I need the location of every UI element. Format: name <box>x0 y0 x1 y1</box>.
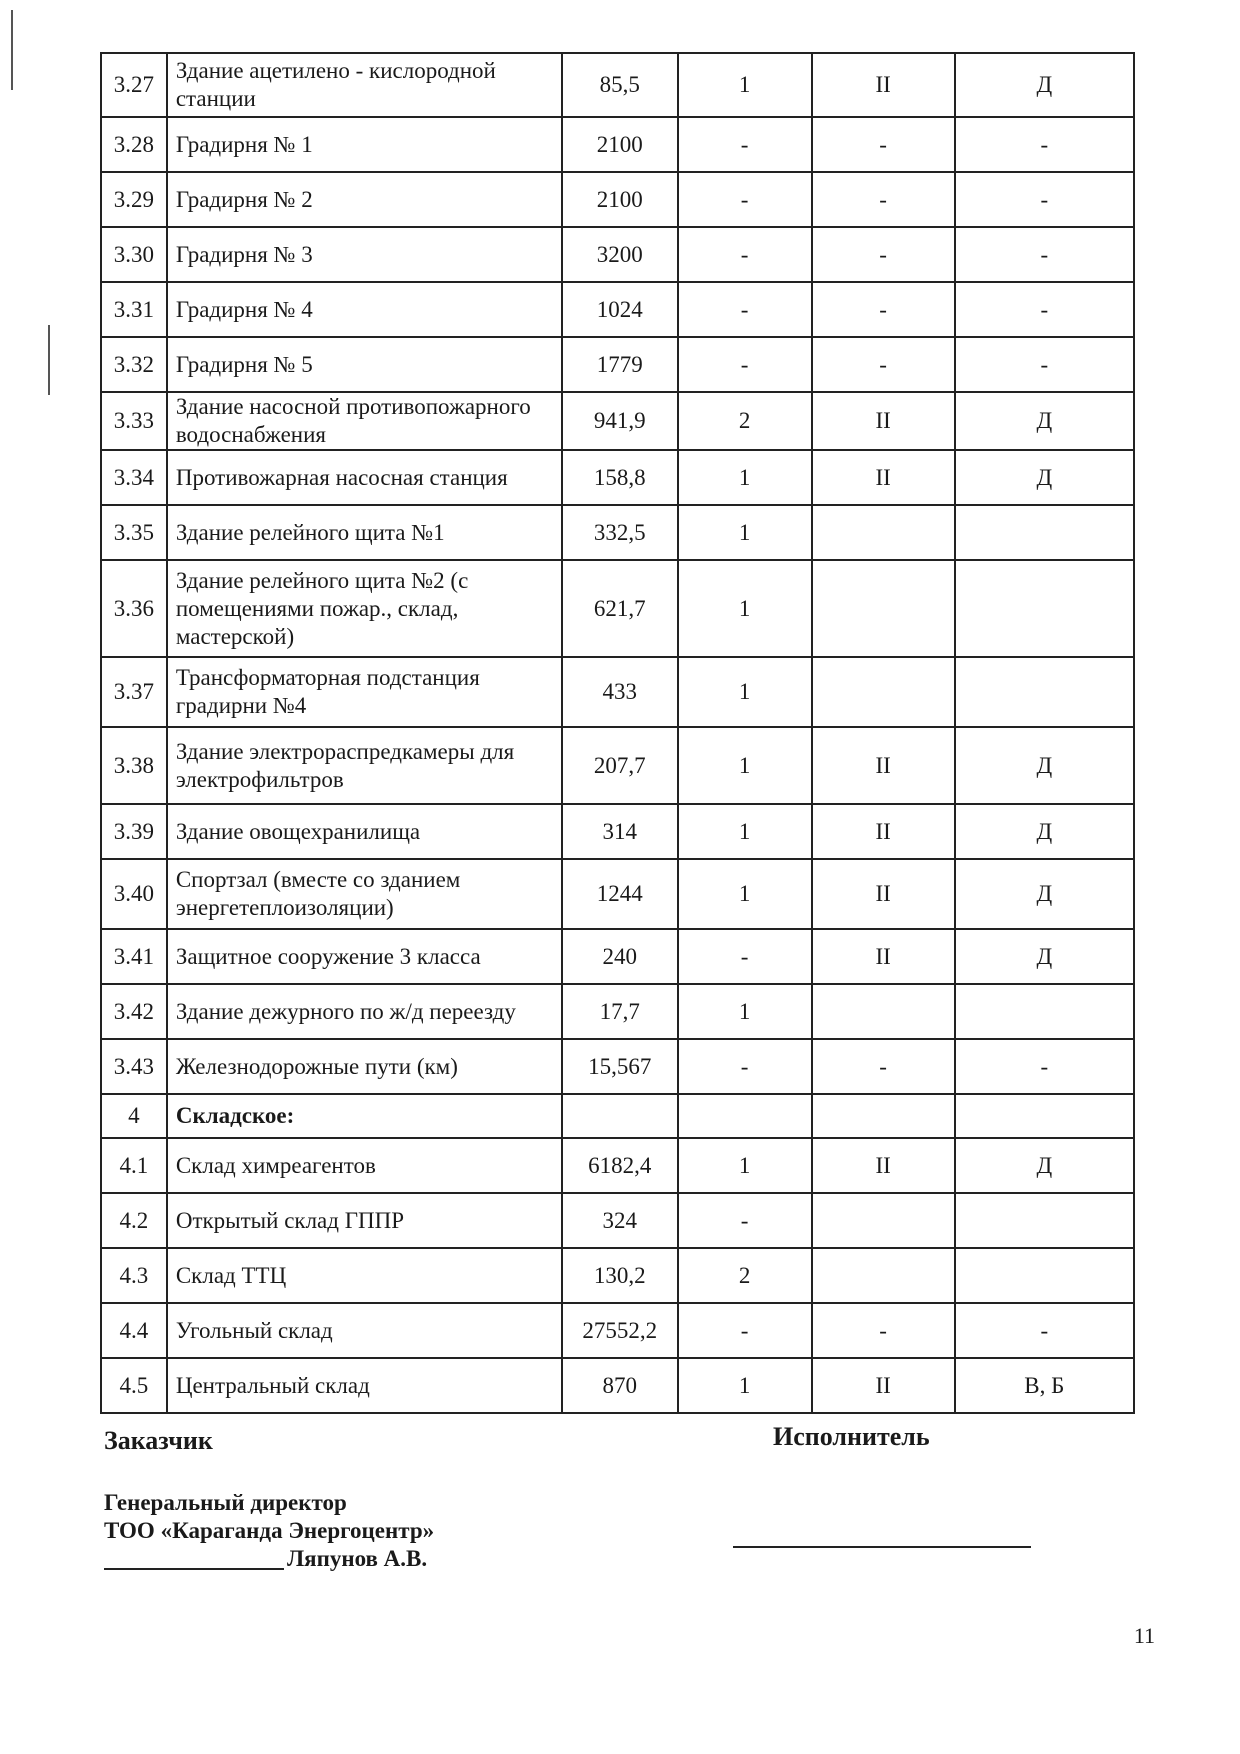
row-col-a: 1 <box>678 859 812 929</box>
row-col-a <box>678 1094 812 1138</box>
row-col-b: II <box>812 859 955 929</box>
row-col-b <box>812 560 955 657</box>
customer-heading: Заказчик <box>104 1426 213 1455</box>
row-name: Угольный склад <box>167 1303 562 1358</box>
row-area: 85,5 <box>562 53 678 117</box>
row-col-a: 1 <box>678 984 812 1039</box>
customer-position: Генеральный директор <box>104 1490 347 1515</box>
table-row <box>101 1193 1134 1248</box>
row-col-c: - <box>955 172 1134 227</box>
row-name: Складское: <box>167 1094 562 1138</box>
row-number: 3.27 <box>101 53 167 117</box>
row-number: 3.29 <box>101 172 167 227</box>
row-number: 3.28 <box>101 117 167 172</box>
row-col-c: - <box>955 227 1134 282</box>
table-row <box>101 929 1134 984</box>
row-col-b: - <box>812 282 955 337</box>
row-col-c: Д <box>955 392 1134 450</box>
row-area: 3200 <box>562 227 678 282</box>
row-area: 27552,2 <box>562 1303 678 1358</box>
row-number: 4.3 <box>101 1248 167 1303</box>
row-area: 2100 <box>562 172 678 227</box>
table-row <box>101 1138 1134 1193</box>
row-col-b: II <box>812 392 955 450</box>
row-col-c: - <box>955 1303 1134 1358</box>
row-col-b: - <box>812 227 955 282</box>
contractor-heading: Исполнитель <box>773 1422 930 1451</box>
row-area: 2100 <box>562 117 678 172</box>
row-col-c: - <box>955 117 1134 172</box>
row-name: Здание насосной противопожарного водоснабжения <box>167 392 562 450</box>
row-name: Склад ТТЦ <box>167 1248 562 1303</box>
row-number: 3.32 <box>101 337 167 392</box>
table-row <box>101 337 1134 392</box>
table-row <box>101 1358 1134 1413</box>
row-area: 158,8 <box>562 450 678 505</box>
row-col-c: Д <box>955 450 1134 505</box>
row-col-c <box>955 984 1134 1039</box>
row-col-b: II <box>812 804 955 859</box>
row-area: 240 <box>562 929 678 984</box>
row-name: Здание релейного щита №1 <box>167 505 562 560</box>
row-col-b: II <box>812 53 955 117</box>
row-col-a: - <box>678 282 812 337</box>
row-col-b: - <box>812 1039 955 1094</box>
row-area: 332,5 <box>562 505 678 560</box>
table-row <box>101 1039 1134 1094</box>
row-col-b: - <box>812 117 955 172</box>
row-number: 4 <box>101 1094 167 1138</box>
table-row <box>101 282 1134 337</box>
row-number: 4.5 <box>101 1358 167 1413</box>
row-name: Градирня № 3 <box>167 227 562 282</box>
row-col-c <box>955 1094 1134 1138</box>
row-col-b <box>812 505 955 560</box>
row-col-a: - <box>678 172 812 227</box>
row-col-c <box>955 1193 1134 1248</box>
row-col-b <box>812 984 955 1039</box>
row-col-b: II <box>812 1138 955 1193</box>
contractor-signature-line <box>733 1546 1031 1548</box>
row-name: Здание ацетилено - кислородной станции <box>167 53 562 117</box>
page-number: 11 <box>1133 1623 1155 1648</box>
row-col-c: Д <box>955 727 1134 804</box>
table-row <box>101 1303 1134 1358</box>
row-number: 3.38 <box>101 727 167 804</box>
row-col-c <box>955 1248 1134 1303</box>
row-name: Градирня № 1 <box>167 117 562 172</box>
row-area: 1779 <box>562 337 678 392</box>
row-name: Спортзал (вместе со зданием энергетеплоизоляции) <box>167 859 562 929</box>
row-col-a: - <box>678 1039 812 1094</box>
row-col-a: 1 <box>678 804 812 859</box>
row-name: Здание электрораспредкамеры для электрофильтров <box>167 727 562 804</box>
table-row <box>101 392 1134 450</box>
row-area: 870 <box>562 1358 678 1413</box>
table-row <box>101 657 1134 727</box>
row-number: 3.37 <box>101 657 167 727</box>
table-row <box>101 560 1134 657</box>
table-row <box>101 804 1134 859</box>
table-row <box>101 53 1134 117</box>
row-name: Здание релейного щита №2 (с помещениями пожар., склад, мастерской) <box>167 560 562 657</box>
buildings-table-body <box>101 53 1134 1413</box>
row-col-a: 1 <box>678 657 812 727</box>
table-row <box>101 1094 1134 1138</box>
row-name: Защитное сооружение 3 класса <box>167 929 562 984</box>
row-col-a: - <box>678 1193 812 1248</box>
row-number: 4.4 <box>101 1303 167 1358</box>
row-col-a: - <box>678 117 812 172</box>
row-col-b <box>812 1248 955 1303</box>
row-col-a: 1 <box>678 1138 812 1193</box>
row-col-a: - <box>678 337 812 392</box>
scan-edge-mark <box>48 325 50 395</box>
row-col-b: - <box>812 337 955 392</box>
row-number: 4.2 <box>101 1193 167 1248</box>
row-col-a: 2 <box>678 392 812 450</box>
row-area: 130,2 <box>562 1248 678 1303</box>
row-col-a: - <box>678 929 812 984</box>
row-area: 324 <box>562 1193 678 1248</box>
scan-edge-mark <box>11 10 13 90</box>
row-col-a: 1 <box>678 727 812 804</box>
row-col-a: 1 <box>678 1358 812 1413</box>
customer-company: ТОО «Караганда Энергоцентр» <box>104 1518 435 1543</box>
table-row <box>101 984 1134 1039</box>
row-col-c: - <box>955 282 1134 337</box>
table-row <box>101 1248 1134 1303</box>
row-col-c: В, Б <box>955 1358 1134 1413</box>
row-area: 314 <box>562 804 678 859</box>
table-row <box>101 117 1134 172</box>
row-col-b: II <box>812 727 955 804</box>
row-col-c: - <box>955 337 1134 392</box>
row-number: 3.39 <box>101 804 167 859</box>
row-col-c: Д <box>955 1138 1134 1193</box>
row-col-c <box>955 657 1134 727</box>
row-col-b: II <box>812 929 955 984</box>
row-col-c <box>955 560 1134 657</box>
row-number: 3.30 <box>101 227 167 282</box>
row-name: Трансформаторная подстанция градирни №4 <box>167 657 562 727</box>
row-col-c: Д <box>955 804 1134 859</box>
row-name: Открытый склад ГППР <box>167 1193 562 1248</box>
row-col-b: II <box>812 1358 955 1413</box>
row-name: Градирня № 2 <box>167 172 562 227</box>
row-col-a: - <box>678 1303 812 1358</box>
row-name: Железнодорожные пути (км) <box>167 1039 562 1094</box>
table-row <box>101 859 1134 929</box>
row-area: 1244 <box>562 859 678 929</box>
row-name: Градирня № 4 <box>167 282 562 337</box>
table-row <box>101 172 1134 227</box>
row-number: 3.34 <box>101 450 167 505</box>
row-area: 621,7 <box>562 560 678 657</box>
row-number: 3.33 <box>101 392 167 450</box>
row-name: Градирня № 5 <box>167 337 562 392</box>
row-name: Противожарная насосная станция <box>167 450 562 505</box>
customer-signature-line <box>104 1568 284 1570</box>
row-col-c <box>955 505 1134 560</box>
row-number: 4.1 <box>101 1138 167 1193</box>
row-number: 3.42 <box>101 984 167 1039</box>
row-area: 17,7 <box>562 984 678 1039</box>
row-col-c: Д <box>955 859 1134 929</box>
row-number: 3.40 <box>101 859 167 929</box>
row-col-c: Д <box>955 929 1134 984</box>
row-col-a: 1 <box>678 53 812 117</box>
row-area: 1024 <box>562 282 678 337</box>
row-col-b <box>812 657 955 727</box>
row-col-a: 1 <box>678 505 812 560</box>
row-name: Здание овощехранилища <box>167 804 562 859</box>
row-name: Здание дежурного по ж/д переезду <box>167 984 562 1039</box>
row-col-a: 2 <box>678 1248 812 1303</box>
row-col-b: - <box>812 1303 955 1358</box>
row-area: 15,567 <box>562 1039 678 1094</box>
table-row <box>101 505 1134 560</box>
customer-signature-name: Ляпунов А.В. <box>287 1546 428 1571</box>
row-number: 3.35 <box>101 505 167 560</box>
row-col-a: - <box>678 227 812 282</box>
table-row <box>101 227 1134 282</box>
row-number: 3.43 <box>101 1039 167 1094</box>
table-row <box>101 727 1134 804</box>
row-area: 6182,4 <box>562 1138 678 1193</box>
row-number: 3.36 <box>101 560 167 657</box>
row-col-a: 1 <box>678 450 812 505</box>
row-col-c: - <box>955 1039 1134 1094</box>
row-name: Центральный склад <box>167 1358 562 1413</box>
row-number: 3.41 <box>101 929 167 984</box>
row-area <box>562 1094 678 1138</box>
table-row <box>101 450 1134 505</box>
row-col-c: Д <box>955 53 1134 117</box>
row-number: 3.31 <box>101 282 167 337</box>
row-area: 207,7 <box>562 727 678 804</box>
row-name: Склад химреагентов <box>167 1138 562 1193</box>
row-col-b <box>812 1094 955 1138</box>
row-col-b: II <box>812 450 955 505</box>
row-col-a: 1 <box>678 560 812 657</box>
buildings-table <box>100 52 1135 1414</box>
row-col-b <box>812 1193 955 1248</box>
row-area: 433 <box>562 657 678 727</box>
row-area: 941,9 <box>562 392 678 450</box>
row-col-b: - <box>812 172 955 227</box>
